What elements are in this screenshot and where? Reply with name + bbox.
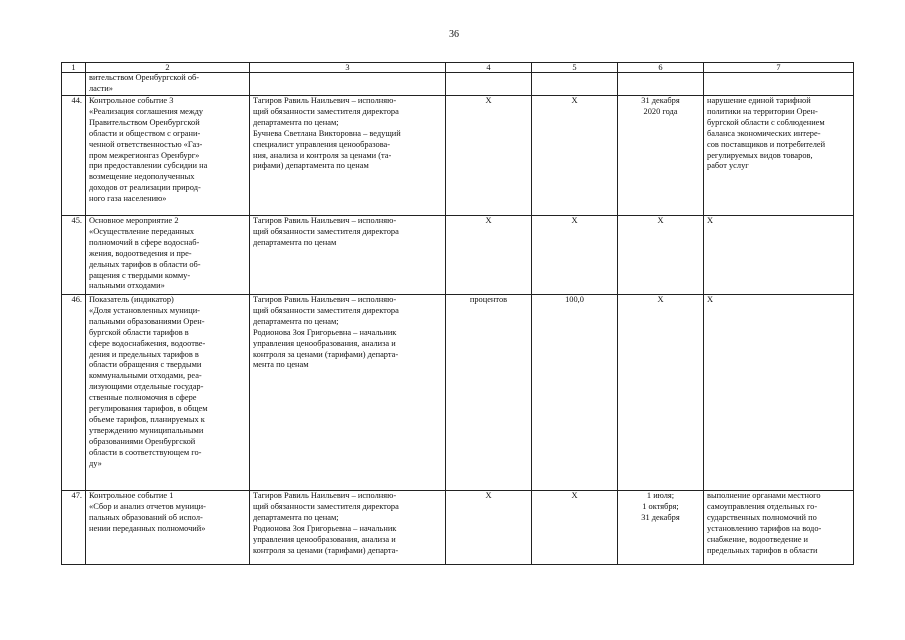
column-header: 6 — [618, 63, 704, 73]
result-cell — [704, 73, 854, 96]
page-number: 36 — [449, 29, 459, 40]
column-header: 3 — [250, 63, 446, 73]
result-cell: нарушение единой тарифной политики на территории Орен- бургской области с соблюдением баланса экономических интере- сов поставщиков и потребителей регулируемых видов товаров, работ услуг — [704, 96, 854, 216]
row-number: 46. — [62, 295, 86, 491]
event-name: Контрольное событие 3 «Реализация соглашения между Правительством Оренбургской области и обществом с ограни- ченной ответственностью «Газ- пром межрегионгаз Оренбург» при предоставлении субсидии на возмещение недополученных доходов от реализации природ- ного газа населению» — [86, 96, 250, 216]
term-cell — [618, 73, 704, 96]
value-cell: Х — [532, 216, 618, 295]
responsible-persons: Тагиров Равиль Наильевич – исполняю- щий обязанности заместителя директора департамента по ценам; Родионова Зоя Григорьевна – начальник управления ценообразования, анализа и контроля за ценами (тарифами) департа- мента по ценам — [250, 295, 446, 491]
column-header: 1 — [62, 63, 86, 73]
unit-cell: Х — [446, 491, 532, 565]
column-header: 4 — [446, 63, 532, 73]
column-header: 7 — [704, 63, 854, 73]
column-header: 2 — [86, 63, 250, 73]
term-cell: Х — [618, 216, 704, 295]
table-row — [62, 491, 854, 565]
value-cell — [532, 73, 618, 96]
row-number: 44. — [62, 96, 86, 216]
responsible-persons: Тагиров Равиль Наильевич – исполняю- щий обязанности заместителя директора департамента по ценам — [250, 216, 446, 295]
term-cell: 1 июля; 1 октября; 31 декабря — [618, 491, 704, 565]
result-cell: Х — [704, 216, 854, 295]
row-number: 45. — [62, 216, 86, 295]
event-name: Контрольное событие 1 «Сбор и анализ отчетов муници- пальных образований об испол- нении переданных полномочий» — [86, 491, 250, 565]
unit-cell: Х — [446, 216, 532, 295]
row-number: 47. — [62, 491, 86, 565]
responsible-persons: Тагиров Равиль Наильевич – исполняю- щий обязанности заместителя директора департамента по ценам; Бучнева Светлана Викторовна – ведущий специалист управления ценообразова- ния, анализа и контроля за ценами (та- рифами) департамента по ценам — [250, 96, 446, 216]
event-name: Основное мероприятие 2 «Осуществление переданных полномочий в сфере водоснаб- жения, водоотведения и пре- дельных тарифов в области об- ращения с твердыми комму- нальными отходами» — [86, 216, 250, 295]
responsible-persons — [250, 73, 446, 96]
event-name: Показатель (индикатор) «Доля установленных муници- пальными образованиями Орен- бургской области тарифов в сфере водоснабжения, водоотве- дения и предельных тарифов в области обращения с твердыми коммунальными отходами, реа- лизующими отдельные государ- ственные полномочия в сфере регулирования тарифов, в общем объеме тарифов, планируемых к утверждению муниципальными образованиями Оренбургской области в соответствующем го- ду» — [86, 295, 250, 491]
value-cell: Х — [532, 491, 618, 565]
row-number — [62, 73, 86, 96]
value-cell: 100,0 — [532, 295, 618, 491]
term-cell: 31 декабря 2020 года — [618, 96, 704, 216]
event-name: вительством Оренбургской об- ласти» — [86, 73, 250, 96]
table-row — [62, 216, 854, 295]
result-cell: Х — [704, 295, 854, 491]
result-cell: выполнение органами местного самоуправления отдельных го- сударственных полномочий по установлению тарифов на водо- снабжение, водоотведение и предельных тарифов в области — [704, 491, 854, 565]
header-row — [62, 63, 854, 73]
responsible-persons: Тагиров Равиль Наильевич – исполняю- щий обязанности заместителя директора департамента по ценам; Родионова Зоя Григорьевна – начальник управления ценообразования, анализа и контроля за ценами (тарифами) департа- — [250, 491, 446, 565]
table-row — [62, 96, 854, 216]
term-cell: Х — [618, 295, 704, 491]
table-row — [62, 73, 854, 96]
unit-cell: Х — [446, 96, 532, 216]
table-row — [62, 295, 854, 491]
unit-cell: процентов — [446, 295, 532, 491]
document-table — [61, 62, 854, 565]
unit-cell — [446, 73, 532, 96]
column-header: 5 — [532, 63, 618, 73]
value-cell: Х — [532, 96, 618, 216]
